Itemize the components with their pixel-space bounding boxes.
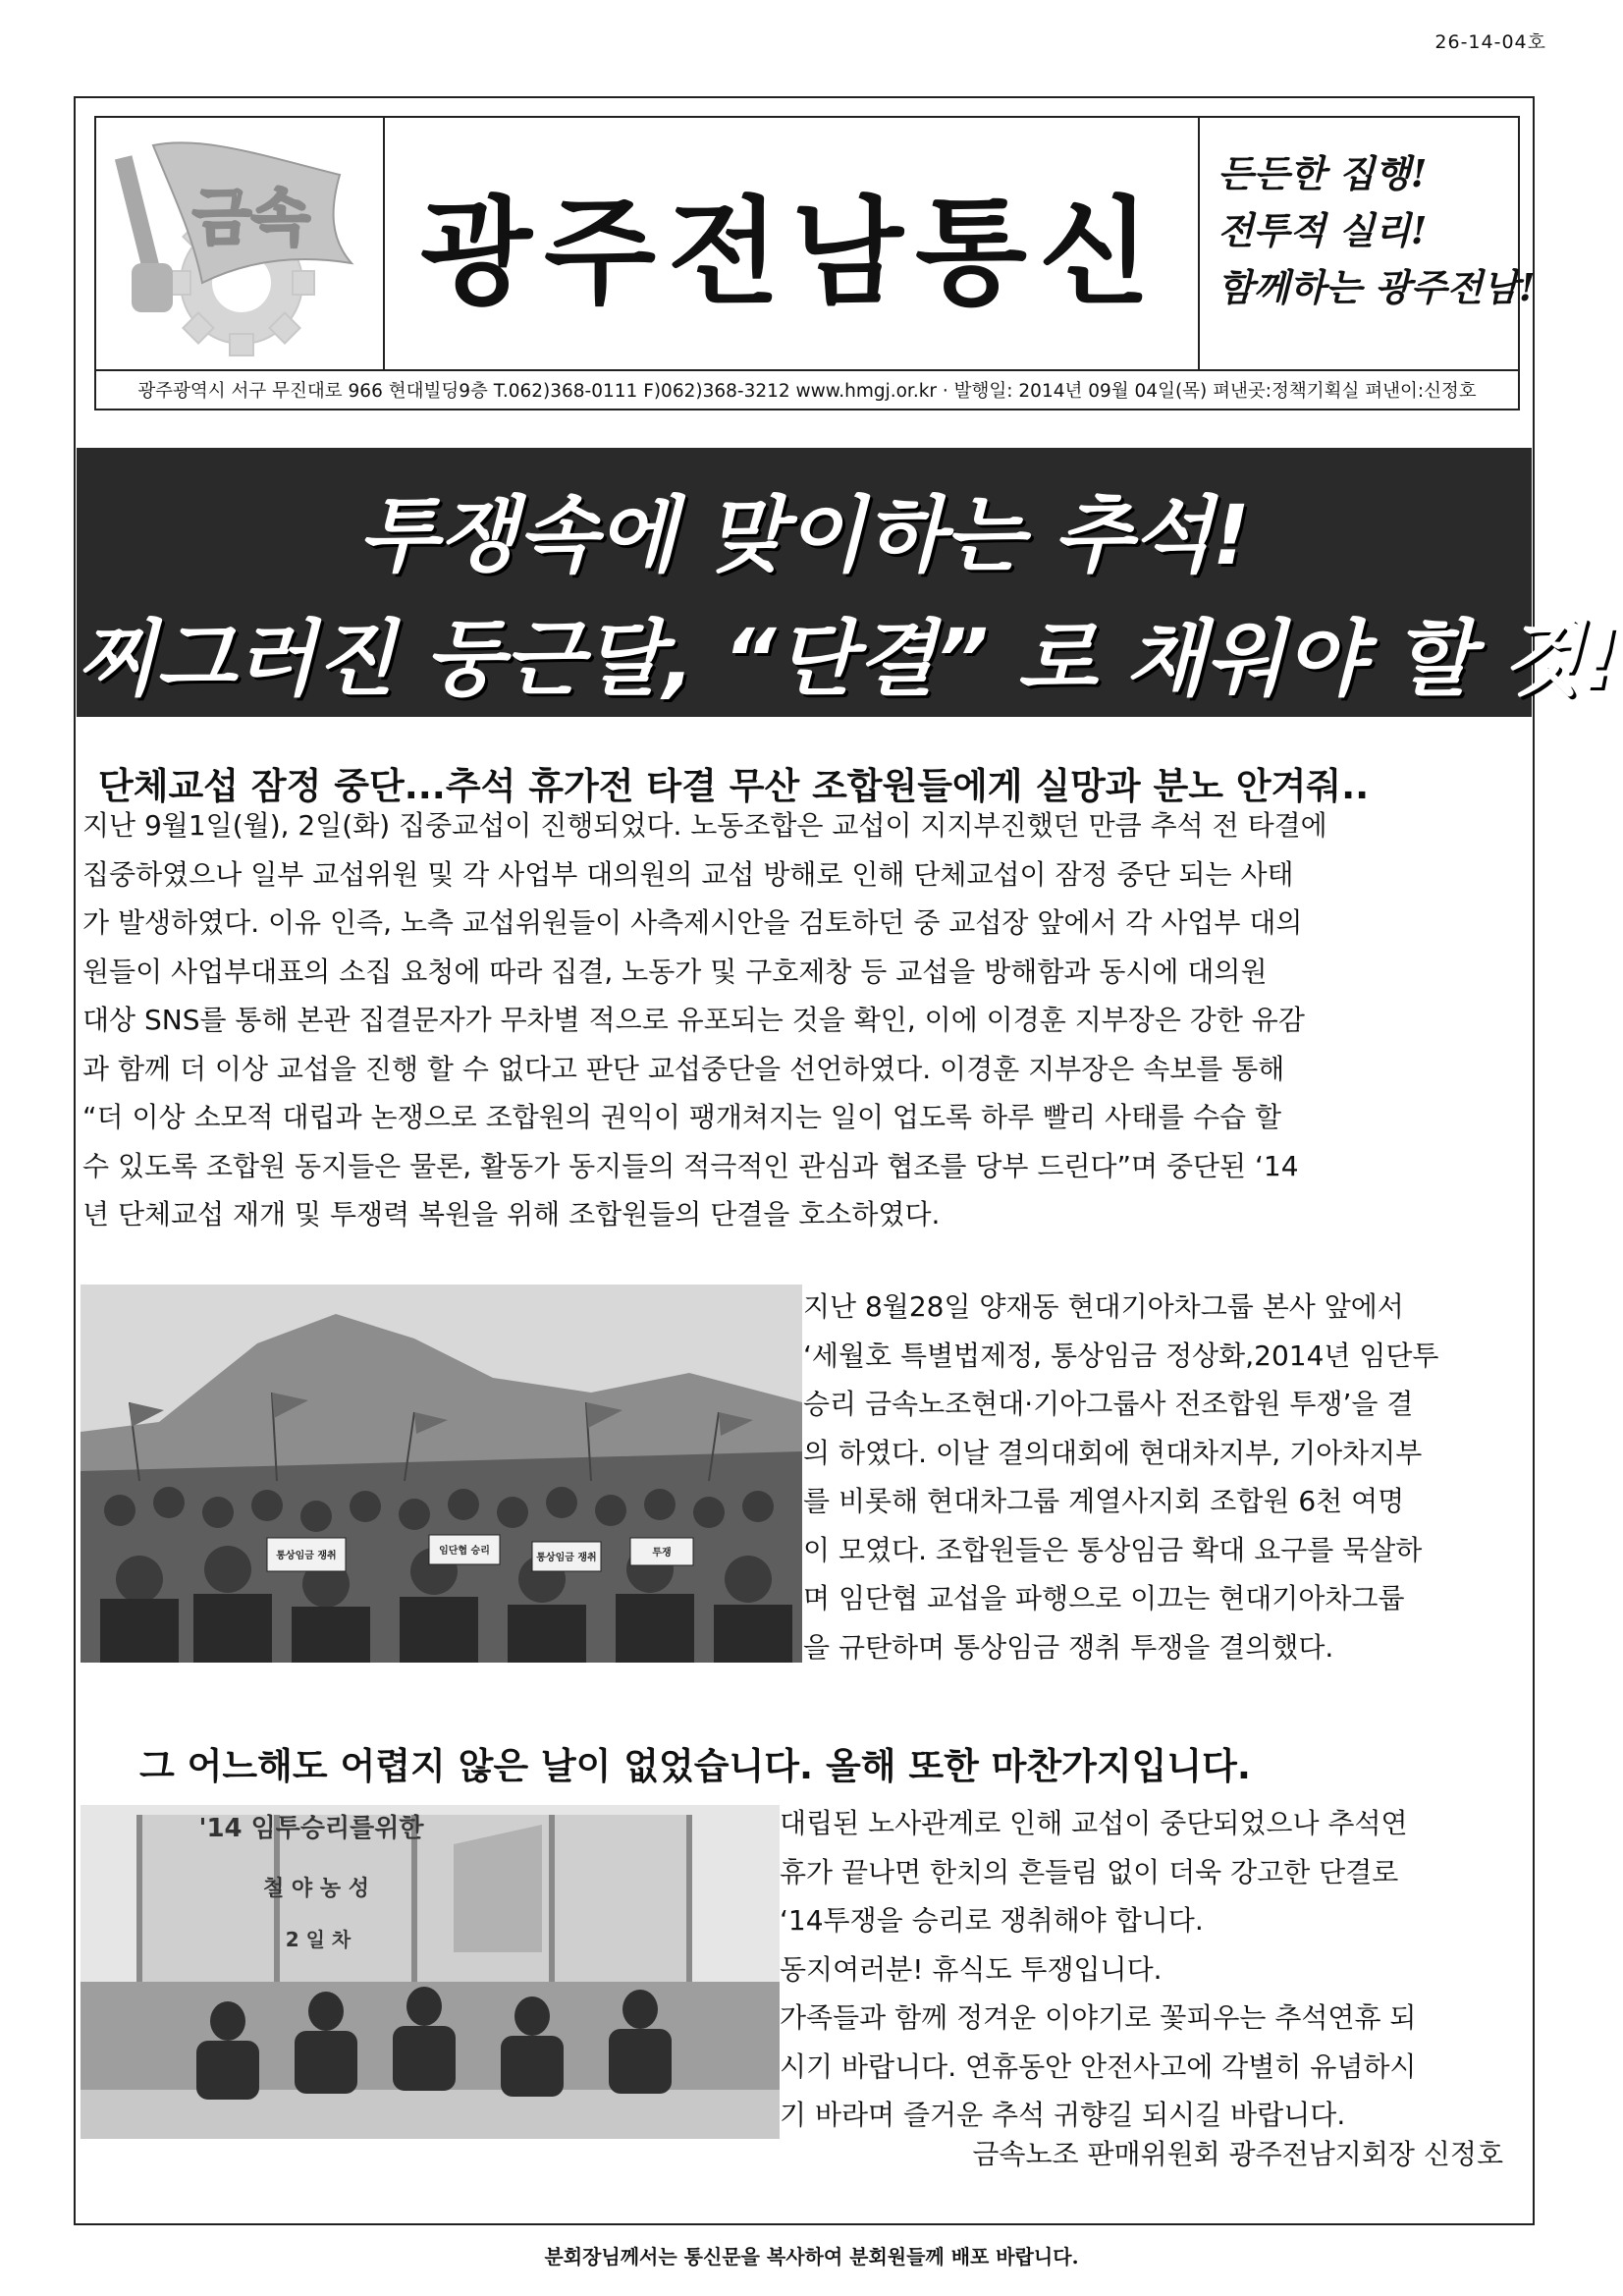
rally-photo-image <box>81 1285 802 1663</box>
section-1-line: 대상 SNS를 통해 본관 집결문자가 무차별 적으로 유포되는 것을 확인, 이에 이경훈 지부장은 강한 유감 <box>82 1004 1305 1036</box>
issue-number: 26-14-04호 <box>1434 31 1546 53</box>
section-2-line: 이 모였다. 조합원들은 통상임금 확대 요구를 묵살하 <box>803 1533 1423 1566</box>
headline-banner <box>77 448 1620 717</box>
rally-sign-text: 투쟁 <box>652 1548 672 1558</box>
section-2-body <box>803 1283 1538 1671</box>
publication-info-bar: 광주광역시 서구 무진대로 966 현대빌딩9층 T.062)368-0111 F)062)368-3212 www.hmgj.or.kr · 발행일: 2014년 09월 04일(목) 펴낸곳:정책기획실 펴낸이:신정호 <box>94 371 1520 410</box>
section-1-line: 가 발생하였다. 이유 인즉, 노측 교섭위원들이 사측제시안을 검토하던 중 교섭장 앞에서 각 사업부 대의 <box>82 906 1303 939</box>
section-1-line: “더 이상 소모적 대립과 논쟁으로 조합원의 권익이 팽개쳐지는 일이 업도록 하루 빨리 사태를 수습 할 <box>82 1101 1282 1133</box>
slogan-box <box>1200 116 1536 369</box>
rally-photo <box>81 1285 802 1663</box>
section-3-line: 가족들과 함께 정겨운 이야기로 꽃피우는 추석연휴 되 <box>780 2001 1417 2034</box>
newsletter-title: 광주전남통신 <box>420 184 1163 320</box>
section-1-line: 년 단체교섭 재개 및 투쟁력 복원을 위해 조합원들의 단결을 호소하였다. <box>82 1198 941 1230</box>
section-3-line: 동지여러분! 휴식도 투쟁입니다. <box>780 1952 1163 1986</box>
rally-sign-text: 통상임금 쟁취 <box>536 1553 597 1563</box>
slogan-2: 전투적 실리! <box>1217 208 1428 252</box>
section-1-subheading: 단체교섭 잠정 중단...추석 휴가전 타결 무산 조합원들에게 실망과 분노 안겨줘.. <box>98 765 1370 807</box>
section-1-line: 원들이 사업부대표의 소집 요청에 따라 집결, 노동가 및 구호제창 등 교섭을 방해함과 동시에 대의원 <box>82 955 1268 988</box>
rally-sign-text: 통상임금 쟁취 <box>276 1551 337 1561</box>
section-3-subheading: 그 어느해도 어렵지 않은 날이 없었습니다. 올해 또한 마찬가지입니다. <box>139 1745 1251 1787</box>
section-2-line: 며 임단협 교섭을 파행으로 이끄는 현대기아차그룹 <box>803 1582 1405 1614</box>
headline-line-1: 투쟁속에 맞이하는 추석! <box>357 487 1251 583</box>
section-2-line: 의 하였다. 이날 결의대회에 현대차지부, 기아차지부 <box>803 1436 1423 1469</box>
section-2-line: 를 비롯해 현대차그룹 계열사지회 조합원 6천 여명 <box>803 1485 1405 1517</box>
section-2-line: ‘세월호 특별법제정, 통상임금 정상화,2014년 임단투 <box>803 1339 1439 1372</box>
signature-line: 금속노조 판매위원회 광주전남지회장 신정호 <box>972 2138 1503 2170</box>
slogan-1: 든든한 집행! <box>1217 151 1428 195</box>
section-3-body <box>780 1799 1538 2140</box>
section-3-line: ‘14투쟁을 승리로 쟁취해야 합니다. <box>780 1904 1204 1937</box>
slogan-3: 함께하는 광주전남! <box>1217 265 1536 309</box>
sit-in-banner-line-2: 철 야 농 성 <box>263 1877 369 1901</box>
sit-in-photo-image <box>81 1805 780 2139</box>
section-2-line: 을 규탄하며 통상임금 쟁취 투쟁을 결의했다. <box>803 1630 1334 1664</box>
section-3-line: 시기 바랍니다. 연휴동안 안전사고에 각별히 유념하시 <box>780 2050 1417 2083</box>
section-2-line: 지난 8월28일 양재동 현대기아차그룹 본사 앞에서 <box>803 1290 1404 1323</box>
section-3-line: 기 바라며 즐거운 추석 귀향길 되시길 바랍니다. <box>780 2099 1346 2131</box>
sit-in-banner-line-3: 2 일 차 <box>285 1928 352 1951</box>
logo-text: 금속 <box>192 182 310 253</box>
rally-sign-text: 임단협 승리 <box>439 1546 490 1557</box>
sit-in-photo <box>81 1805 780 2139</box>
section-1-line: 수 있도록 조합원 동지들은 물론, 활동가 동지들의 적극적인 관심과 협조를 당부 드린다”며 중단된 ‘14 <box>82 1149 1299 1182</box>
title-box <box>385 116 1200 369</box>
section-1-line: 지난 9월1일(월), 2일(화) 집중교섭이 진행되었다. 노동조합은 교섭이 지지부진했던 만큼 추석 전 타결에 <box>82 809 1327 842</box>
sit-in-banner-line-1: '14 임투승리를위한 <box>198 1814 424 1843</box>
logo-box <box>94 116 385 369</box>
section-1-body <box>82 801 1536 1239</box>
footer-note: 분회장님께서는 통신문을 복사하여 분회원들께 배포 바랍니다. <box>544 2245 1079 2269</box>
union-logo-icon <box>94 116 383 367</box>
section-3-line: 휴가 끝나면 한치의 흔들림 없이 더욱 강고한 단결로 <box>780 1855 1399 1888</box>
section-1-line: 과 함께 더 이상 교섭을 진행 할 수 없다고 판단 교섭중단을 선언하였다. 이경훈 지부장은 속보를 통해 <box>82 1052 1285 1085</box>
section-3-line: 대립된 노사관계로 인해 교섭이 중단되었으나 추석연 <box>780 1807 1408 1839</box>
section-1-line: 집중하였으나 일부 교섭위원 및 각 사업부 대의원의 교섭 방해로 인해 단체교섭이 잠정 중단 되는 사태 <box>82 857 1294 891</box>
section-2-line: 승리 금속노조현대·기아그룹사 전조합원 투쟁’을 결 <box>803 1388 1414 1420</box>
headline-line-2: 찌그러진 둥근달, “단결” 로 채워야 할 것! <box>77 611 1620 707</box>
